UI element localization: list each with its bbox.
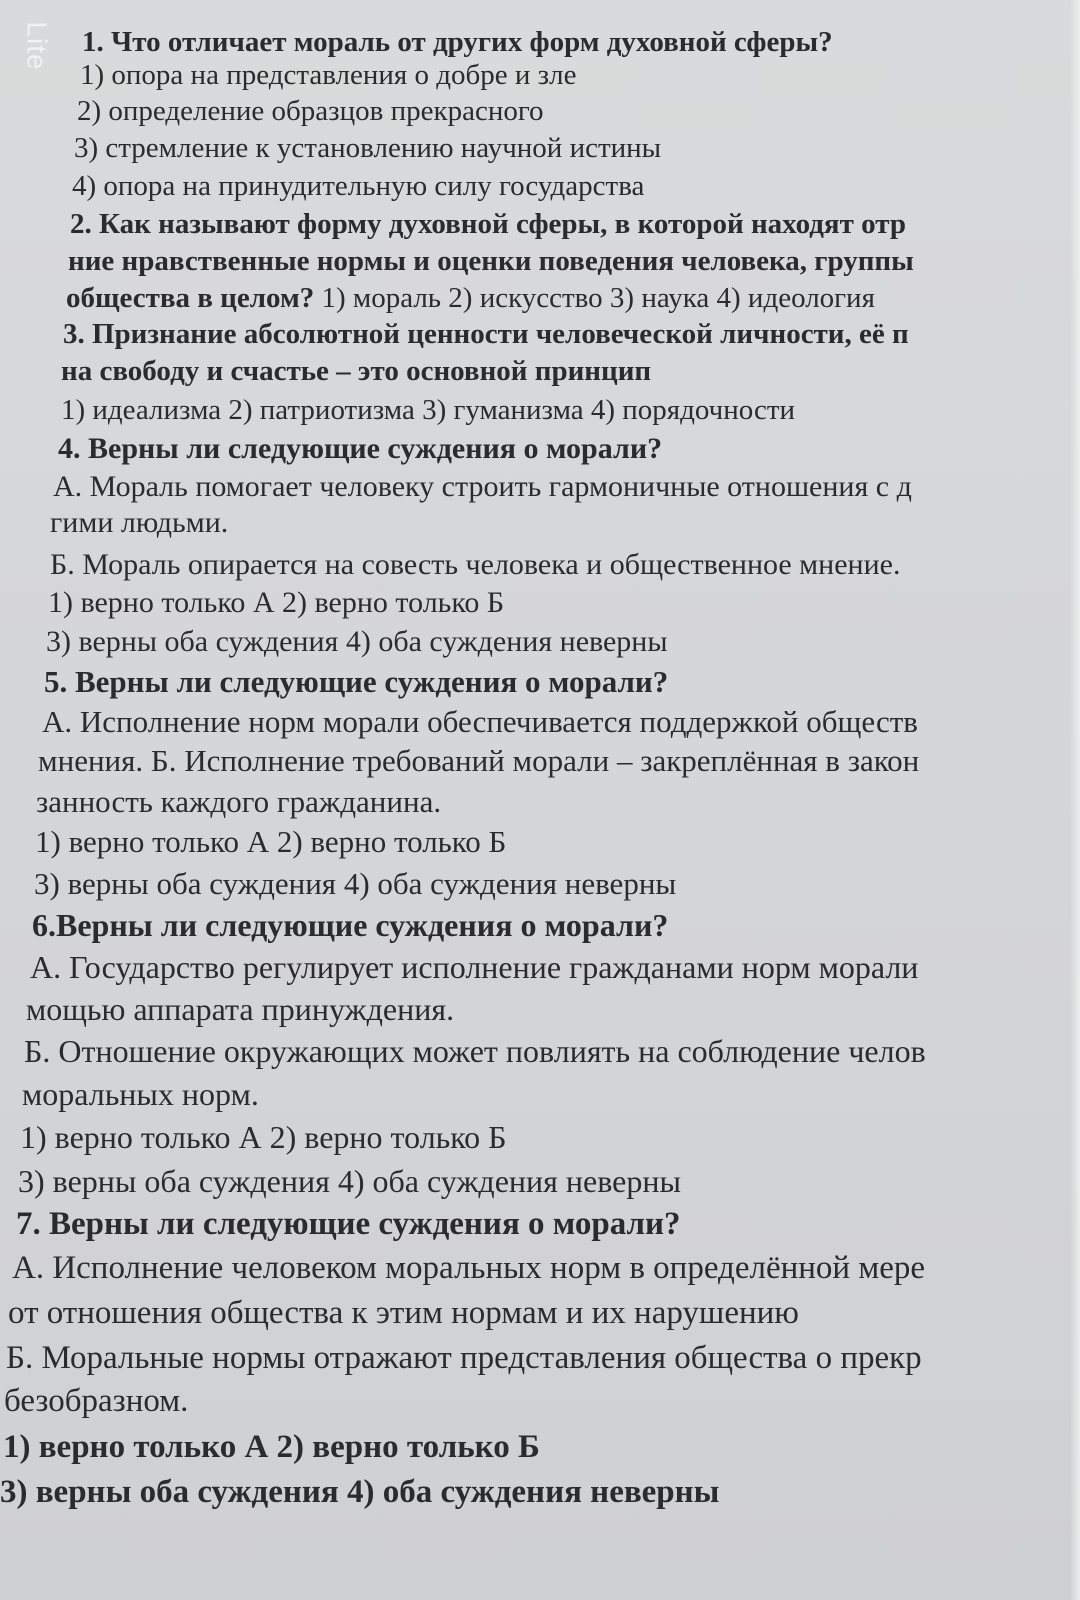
question-3-options: 1) идеализма 2) патриотизма 3) гуманизма 4) порядочности bbox=[61, 394, 796, 426]
question-4-statement-a-line-2: гими людьми. bbox=[50, 506, 229, 539]
question-6-title: 6.Верны ли следующие суждения о морали? bbox=[32, 907, 669, 943]
question-7-title: 7. Верны ли следующие суждения о морали? bbox=[16, 1206, 681, 1242]
question-2-title-line-2: ние нравственные нормы и оценки поведения человека, группы bbox=[68, 245, 914, 277]
question-6-options-3-4: 3) верны оба суждения 4) оба суждения неверны bbox=[18, 1163, 681, 1199]
question-5-options-3-4: 3) верны оба суждения 4) оба суждения неверны bbox=[34, 866, 677, 901]
question-4-title: 4. Верны ли следующие суждения о морали? bbox=[58, 432, 663, 465]
question-7-options-3-4: 3) верны оба суждения 4) оба суждения неверны bbox=[0, 1474, 720, 1510]
question-1-option-3: 3) стремление к установлению научной истины bbox=[74, 132, 662, 164]
question-2-title-line-3 bbox=[66, 284, 875, 313]
question-5-title: 5. Верны ли следующие суждения о морали? bbox=[44, 664, 669, 699]
question-7-statement-a-line-1: А. Исполнение человеком моральных норм в определённой мере bbox=[12, 1250, 926, 1286]
question-7-options-1-2: 1) верно только А 2) верно только Б bbox=[3, 1429, 540, 1465]
question-5-statement-a-line-1: А. Исполнение норм морали обеспечивается поддержкой обществ bbox=[42, 704, 918, 739]
question-6-statement-b-line-1: Б. Отношение окружающих может повлиять на соблюдение челов bbox=[24, 1033, 926, 1069]
question-1-option-1: 1) опора на представления о добре и зле bbox=[80, 59, 577, 91]
page-edge-highlight bbox=[1070, 0, 1080, 1600]
question-4-options-1-2: 1) верно только А 2) верно только Б bbox=[48, 586, 505, 619]
question-3-title-line-2: на свободу и счастье – это основной принцип bbox=[61, 355, 652, 387]
question-1-title: 1. Что отличает мораль от других форм духовной сферы? bbox=[82, 26, 833, 58]
question-4-options-3-4: 3) верны оба суждения 4) оба суждения неверны bbox=[46, 625, 668, 658]
question-3-title-line-1: 3. Признание абсолютной ценности человеческой личности, её п bbox=[63, 318, 909, 350]
question-5-options-1-2: 1) верно только А 2) верно только Б bbox=[35, 824, 507, 859]
question-1-option-2: 2) определение образцов прекрасного bbox=[77, 95, 544, 127]
question-6-statement-b-line-2: моральных норм. bbox=[22, 1076, 259, 1112]
question-1-option-4: 4) опора на принудительную силу государства bbox=[72, 170, 645, 202]
question-6-statement-a-line-2: мощью аппарата принуждения. bbox=[26, 991, 455, 1027]
question-6-statement-a-line-1: А. Государство регулирует исполнение гражданами норм морали bbox=[30, 949, 919, 985]
question-7-statement-b-line-2: безобразном. bbox=[4, 1383, 189, 1419]
question-2-options: 1) мораль 2) искусство 3) наука 4) идеология bbox=[314, 282, 875, 314]
question-5-statement-b-line-3: занность каждого гражданина. bbox=[36, 784, 442, 819]
question-5-statement-a-b-line-2: мнения. Б. Исполнение требований морали – закреплённая в закон bbox=[38, 743, 920, 778]
question-7-statement-b-line-1: Б. Моральные нормы отражают представления общества о прекр bbox=[6, 1340, 922, 1376]
app-watermark: Lite bbox=[22, 21, 53, 71]
question-2-title-line-1: 2. Как называют форму духовной сферы, в которой находят отр bbox=[70, 208, 906, 240]
question-4-statement-b: Б. Мораль опирается на совесть человека и общественное мнение. bbox=[50, 548, 901, 581]
question-6-options-1-2: 1) верно только А 2) верно только Б bbox=[20, 1119, 507, 1155]
question-2-title-end: общества в целом? bbox=[66, 282, 315, 314]
question-4-statement-a-line-1: А. Мораль помогает человеку строить гармоничные отношения с д bbox=[53, 470, 912, 503]
question-7-statement-a-line-2: от отношения общества к этим нормам и их нарушению bbox=[8, 1295, 799, 1331]
